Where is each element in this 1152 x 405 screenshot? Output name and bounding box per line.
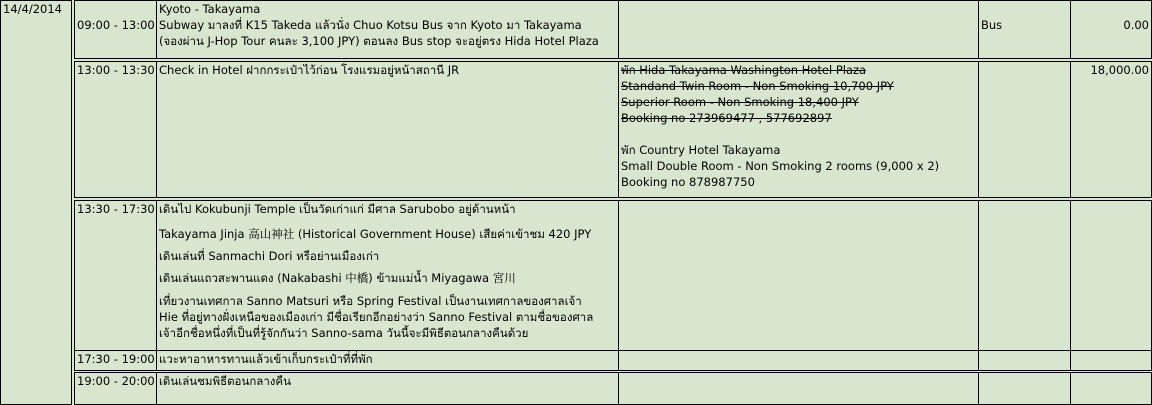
time-text: 09:00 - 13:00 [77, 18, 155, 32]
struck-hotel-line: Superior Room - Non Smoking 18,400 JPY [621, 95, 859, 109]
time-text: 13:00 - 13:30 [77, 63, 155, 77]
struck-hotel-line: Standand Twin Room - Non Smoking 10,700 JPY [621, 79, 894, 93]
time-cell [74, 350, 157, 371]
detail-line: Hie ที่อยู่ทางฝั่งเหนือของเมืองเก่า มีชื่อเรียกอีกอย่างว่า Sanno Festival ตามชื่อของศาล [159, 310, 594, 324]
date-cell [0, 0, 72, 405]
detail-cell [156, 200, 619, 351]
detail-line: Kyoto - Takayama [159, 2, 261, 16]
time-cell [74, 200, 157, 351]
date-text: 14/4/2014 [3, 2, 62, 16]
cost-cell [1070, 350, 1152, 371]
accommodation-cell [618, 372, 979, 405]
cost-text: 0.00 [1123, 18, 1149, 32]
accommodation-cell [618, 200, 979, 351]
detail-cell [156, 61, 619, 198]
detail-line: Check in Hotel ฝากกระเป๋าไว้ก่อน โรงแรมอยู่หน้าสถานี JR [159, 63, 460, 77]
accommodation-cell [618, 61, 979, 198]
transport-cell [978, 372, 1071, 405]
cost-cell [1070, 200, 1152, 351]
struck-hotel-line: พัก Hida Takayama Washington Hotel Plaza [621, 63, 867, 77]
time-cell [74, 372, 157, 405]
detail-line: เดินเล่นแถวสะพานแดง (Nakabashi 中橋) ข้ามแม่น้ำ Miyagawa 宮川 [159, 271, 516, 285]
detail-line: Takayama Jinja 高山神社 (Historical Government House) เสียค่าเข้าชม 420 JPY [159, 227, 592, 241]
detail-cell [156, 350, 619, 371]
detail-line: เดินเล่นชมพิธีตอนกลางคืน [159, 374, 291, 388]
time-text: 13:30 - 17:30 [77, 202, 155, 216]
transport-cell [978, 350, 1071, 371]
detail-line: เดินไป Kokubunji Temple เป็นวัดเก่าแก่ มีศาล Sarubobo อยู่ด้านหน้า [159, 202, 516, 216]
accommodation-cell [618, 0, 979, 59]
cost-cell [1070, 0, 1152, 59]
cost-cell [1070, 372, 1152, 405]
detail-line: แวะหาอาหารทานแล้วเข้าเก็บกระเป๋าที่ที่พัก [159, 352, 373, 366]
transport-cell [978, 0, 1071, 59]
transport-cell [978, 200, 1071, 351]
hotel-line: พัก Country Hotel Takayama [621, 143, 781, 157]
transport-text: Bus [981, 18, 1003, 32]
detail-line: เดินเล่นที่ Sanmachi Dori หรือย่านเมืองเก่า [159, 249, 380, 263]
hotel-line: Booking no 878987750 [621, 175, 755, 189]
accommodation-cell [618, 350, 979, 371]
detail-line: Subway มาลงที่ K15 Takeda แล้วนั่ง Chuo Kotsu Bus จาก Kyoto มา Takayama [159, 18, 582, 32]
hotel-line: Small Double Room - Non Smoking 2 rooms (9,000 x 2) [621, 159, 940, 173]
transport-cell [978, 61, 1071, 198]
time-text: 19:00 - 20:00 [77, 374, 155, 388]
time-cell [74, 61, 157, 198]
cost-text: 18,000.00 [1090, 63, 1149, 77]
time-cell [74, 0, 157, 59]
time-text: 17:30 - 19:00 [77, 352, 155, 366]
detail-line: (จองผ่าน J-Hop Tour คนละ 3,100 JPY) ตอนลง Bus stop จะอยู่ตรง Hida Hotel Plaza [159, 34, 599, 48]
struck-hotel-line: Booking no 273969477 , 577692897 [621, 111, 832, 125]
detail-line: เที่ยวงานเทศกาล Sanno Matsuri หรือ Spring Festival เป็นงานเทศกาลของศาลเจ้า [159, 294, 582, 308]
detail-cell [156, 372, 619, 405]
detail-cell [156, 0, 619, 59]
cost-cell [1070, 61, 1152, 198]
detail-line: เจ้าอีกชื่อหนึ่งที่เป็นที่รู้จักกันว่า Sanno-sama วันนี้จะมีพิธีตอนกลางคืนด้วย [159, 326, 529, 340]
